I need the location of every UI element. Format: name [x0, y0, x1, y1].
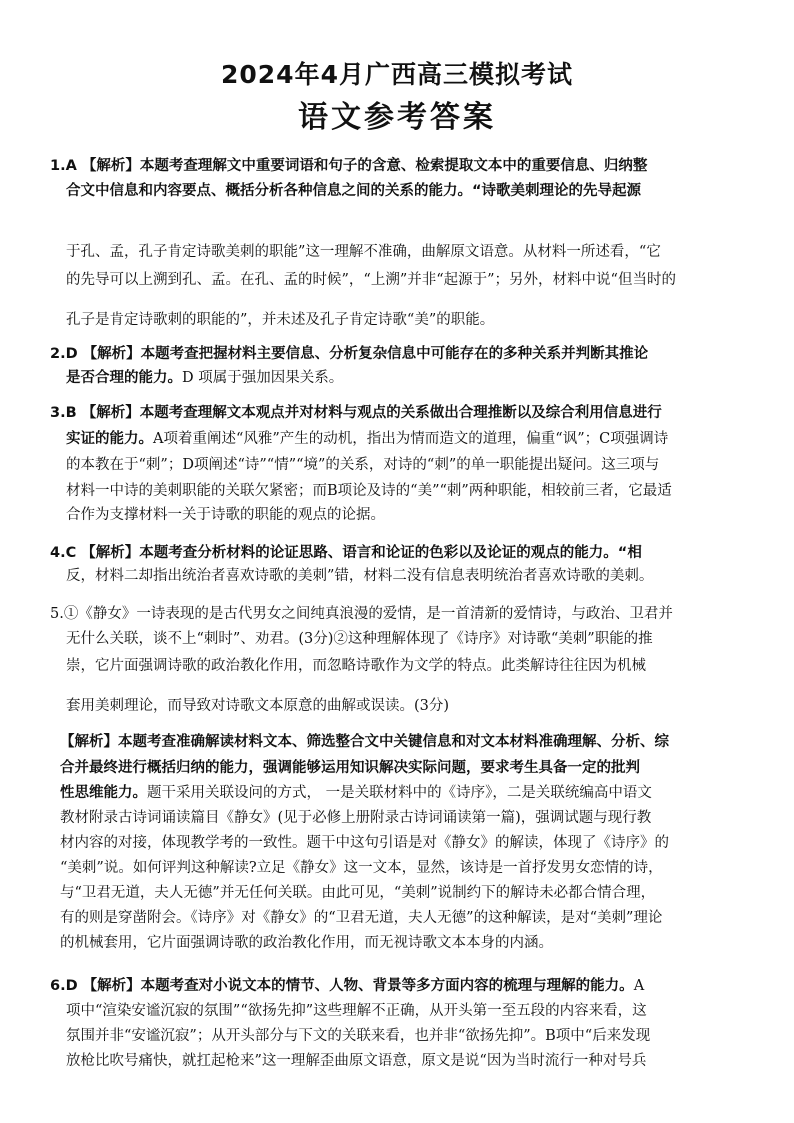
- answer-5-line: 套用美刺理论，而导致对诗歌文本原意的曲解或误读。(3分): [66, 698, 450, 714]
- analysis-5-text: 题干采用关联设问的方式， 一是关联材料中的《诗序》，二是关联统编高中语文: [147, 785, 652, 801]
- analysis-5-line: “美刺”说。如何评判这种解读?立足《静女》这一文本，显然，该诗是一首抒发男女恋情的诗，: [60, 860, 663, 876]
- answer-4-line: 反，材料二却指出统治者喜欢诗歌的美刺”错，材料二没有信息表明统治者喜欢诗歌的美刺。: [66, 568, 654, 584]
- answer-6-bold: 6.D 【解析】本题考查对小说文本的情节、人物、背景等多方面内容的梳理与理解的能力。: [50, 978, 634, 994]
- answer-1-line: 孔子是肯定诗歌刺的职能的”，并未述及孔子肯定诗歌“美”的职能。: [66, 312, 495, 328]
- answer-1-line: 合文中信息和内容要点、概括分析各种信息之间的关系的能力。“诗歌美刺理论的先导起源: [66, 183, 642, 199]
- answer-3-text: A项着重阐述“风雅”产生的动机，指出为情而造文的道理，偏重“讽”；C项强调诗: [153, 431, 669, 447]
- answer-2-bold: 是否合理的能力。: [66, 370, 182, 386]
- answer-2-line: [66, 368, 343, 388]
- answer-1-line: 的先导可以上溯到孔、孟。在孔、孟的时候”，“上溯”并非“起源于”；另外，材料中说“但当时的: [66, 272, 676, 288]
- answer-3-line: 的本教在于“刺”；D项阐述“诗”“情”“境”的关系，对诗的“刺”的单一职能提出疑问。这三项与: [66, 457, 660, 473]
- answer-3-line: 3.B 【解析】本题考查理解文本观点并对材料与观点的关系做出合理推断以及综合利用信息进行: [50, 405, 662, 421]
- answer-6-line: [50, 976, 644, 996]
- answer-6-line: 放枪比吹号痛快，就扛起枪来”这一理解歪曲原文语意，原文是说“因为当时流行一种对号兵: [66, 1053, 647, 1069]
- answer-1-line: 于孔、孟，孔子肯定诗歌美刺的职能”这一理解不准确，曲解原文语意。从材料一所述看，“它: [66, 244, 661, 260]
- answer-3-line: 材料一中诗的美刺职能的关联欠紧密；而B项论及诗的“美”“刺”两种职能，相较前三者，它最适: [66, 483, 672, 499]
- analysis-5-line: 的机械套用，它片面强调诗歌的政治教化作用，而无视诗歌文本本身的内涵。: [60, 935, 553, 951]
- answer-2-line: 2.D 【解析】本题考查把握材料主要信息、分析复杂信息中可能存在的多种关系并判断其推论: [50, 346, 649, 362]
- page-subtitle: 语文参考答案: [298, 100, 496, 135]
- page-title: 2024年4月广西高三模拟考试: [221, 60, 573, 89]
- answer-3-bold: 实证的能力。: [66, 431, 153, 447]
- analysis-5-line: 教材附录古诗词诵读篇目《静女》(见于必修上册附录古诗词诵读第一篇)，强调试题与现行教: [60, 810, 652, 826]
- answer-5-line: 无什么关联，谈不上“刺时”、劝君。(3分)②这种理解体现了《诗序》对诗歌“美刺”职能的推: [66, 631, 653, 647]
- analysis-5-line: 合并最终进行概括归纳的能力，强调能够运用知识解决实际问题，要求考生具备一定的批判: [60, 760, 640, 776]
- analysis-5-line: 与“卫君无道，夫人无德”并无任何关联。由此可见，“美刺”说制约下的解诗未必都合情合理，: [60, 885, 656, 901]
- analysis-5-line: 有的则是穿凿附会。《诗序》对《静女》的“卫君无道，夫人无德”的这种解读，是对“美刺”理论: [60, 910, 663, 926]
- analysis-5-bold: 性思维能力。: [60, 785, 147, 801]
- answer-3-line: [66, 429, 668, 449]
- answer-5-line: 5.①《静女》一诗表现的是古代男女之间纯真浪漫的爱情，是一首清新的爱情诗，与政治、卫君并: [50, 606, 673, 622]
- analysis-5-line: 材内容的对接，体现教学考的一致性。题干中这句引语是对《静女》的解读，体现了《诗序》的: [60, 835, 669, 851]
- analysis-5-line: [60, 783, 652, 803]
- answer-1-line: 1.A 【解析】本题考查理解文中重要词语和句子的含意、检索提取文本中的重要信息、归纳整: [50, 158, 648, 174]
- answer-6-line: 氛围并非“安谧沉寂”；从开头部分与下文的关联来看，也并非“欲扬先抑”。B项中“后来发现: [66, 1028, 651, 1044]
- answer-6-line: 项中“渲染安谧沉寂的氛围”“欲扬先抑”这些理解不正确，从开头第一至五段的内容来看，这: [66, 1003, 647, 1019]
- answer-2-text: D 项属于强加因果关系。: [182, 370, 344, 386]
- answer-3-line: 合作为支撑材料一关于诗歌的职能的观点的论据。: [66, 507, 385, 523]
- answer-5-line: 崇，它片面强调诗歌的政治教化作用，而忽略诗歌作为文学的特点。此类解诗往往因为机械: [66, 658, 646, 674]
- analysis-5-line: 【解析】本题考查准确解读材料文本、筛选整合文中关键信息和对文本材料准确理解、分析、综: [60, 734, 669, 750]
- answer-4-line: 4.C 【解析】本题考查分析材料的论证思路、语言和论证的色彩以及论证的观点的能力。“相: [50, 545, 642, 561]
- answer-6-text: A: [633, 978, 645, 994]
